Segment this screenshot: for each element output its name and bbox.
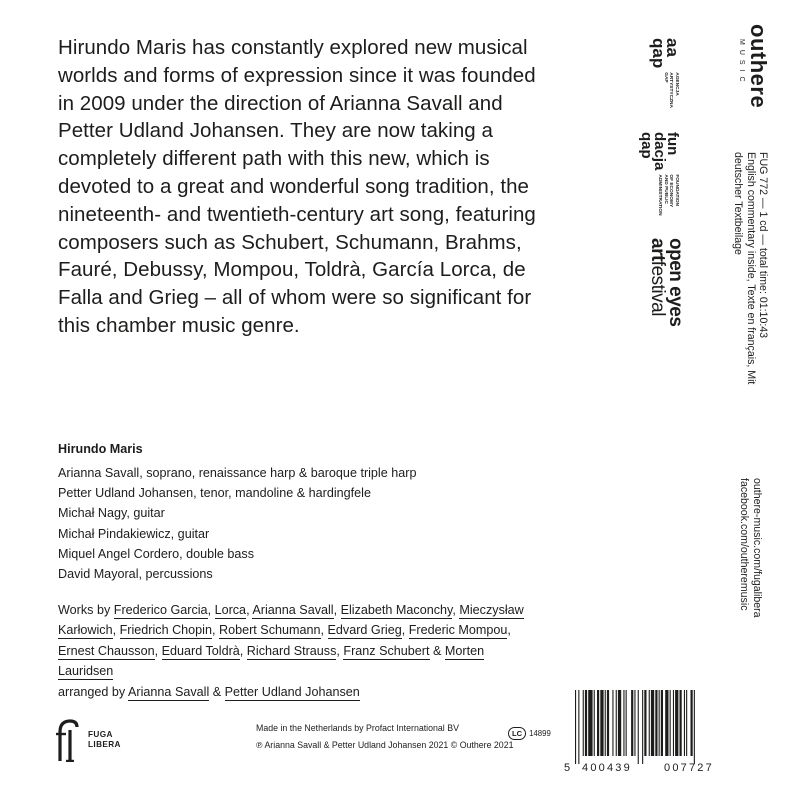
barcode-bars [575,690,695,764]
logo-text-line: AND PUBLIC [662,174,668,204]
barcode-bar [649,690,650,756]
arranged-line [58,682,528,702]
barcode-bar [673,690,674,756]
agencja-gap-logo [649,38,682,108]
catalog-info [732,152,769,384]
catalog-line: English commentary inside, Texte en français, Mit [744,152,757,385]
composer-name: Ernest Chausson [58,643,155,658]
barcode-bar [665,690,668,756]
barcode-bar [585,690,587,756]
and-sign: & [433,643,442,658]
lc-icon: LC [508,727,526,740]
fuga-libera-logo [56,718,121,762]
member-line: Michał Pindakiewicz, guitar [58,526,210,541]
ensemble-credits [58,442,528,584]
member-line: Miquel Angel Cordero, double bass [58,546,255,561]
logo-text-line: AGENCJA [674,72,679,96]
logo-text-line: FOUNDATION [674,174,679,206]
barcode-bar [612,690,613,756]
catalog-line: FUG 772 — 1 cd — total time: 01:10:43 [757,152,769,339]
composer-name: Frederico Garcia [113,603,208,617]
fuga-libera-wordmark [88,730,121,750]
ensemble-name: Hirundo Maris [58,442,143,456]
gap-logo-text [662,72,679,108]
barcode-bar [605,690,606,756]
fundacja-gap-logo [640,132,679,216]
festival-text: festival [647,260,668,316]
composer-name: Eduard Toldrà [161,643,240,658]
open-eyes-festival-logo [648,238,684,326]
works-list: Works by Frederico Garcia, Lorca, Arianna Savall, Elizabeth Maconchy, Mieczysław Karłowich, Friedrich Chopin, Robert Schumann, Edvard Grieg, Frederic Mompou, Ernest Chausson, Eduard Toldrà, Richard Strauss, Franz Schubert & Morten Lauridsen [58,603,524,679]
logo-text-line: GAP [662,72,668,83]
lc-number: 14899 [529,729,551,738]
composer-name: Lorca [214,603,247,617]
open-eyes-text: open eyes [665,238,686,327]
barcode-bar [634,690,635,756]
legal-notice [256,720,514,754]
website-link[interactable]: outhere-music.com/fugalibera [751,478,763,618]
logo-line: LIBERA [88,740,121,749]
barcode-bar [644,690,646,756]
barcode-bar [675,690,678,756]
barcode-bar [680,690,682,756]
barcode-bar [623,690,624,756]
logo-mark-line: qap [649,38,668,69]
arranger-name: Petter Udland Johansen [224,684,360,699]
works-prefix: Works by [58,603,111,617]
barcode-bar [655,690,657,756]
composer-name: Elizabeth Maconchy [340,603,453,617]
arranged-prefix: arranged by [58,684,126,699]
label-code [508,727,551,740]
barcode-bar [618,690,621,756]
outhere-logo [736,24,770,108]
fundacja-logo-text [657,174,679,215]
member-line: Petter Udland Johansen, tenor, mandoline & hardingfele [58,486,371,501]
barcode-bar [616,690,617,756]
composer-name: Edvard Grieg [327,623,402,638]
logo-text-line: ADMINISTRATION [657,174,663,216]
composer-name: Robert Schumann [219,623,321,638]
logo-text-line: ARTYSTYCZNA [668,72,674,108]
barcode-bar [588,690,592,756]
arranger-name: Arianna Savall [128,684,210,699]
barcode-bar [638,690,639,764]
barcode-bar [670,690,671,756]
logo-mark-line: qap [638,132,655,159]
barcode-bar [597,690,599,756]
catalog-line: deutscher Textbeilage [732,152,745,255]
logo-text-line: OF ECONOMY [668,174,674,208]
logo-mark-line: dacja [651,132,668,171]
barcode-bar [607,690,609,756]
facebook-link[interactable]: facebook.com/outheremusic [737,478,750,611]
barcode-bar [583,690,584,756]
barcode-digits: 400439 [582,762,632,774]
barcode-bar [651,690,654,756]
outhere-wordmark: outhere [746,24,771,109]
composer-name: Morten Lauridsen [58,643,485,679]
composer-name: Franz Schubert [343,643,430,658]
composer-name: Friedrich Chopin [119,623,212,638]
composer-name: Mieczysław Karłowich [58,603,524,638]
barcode-bar [694,690,695,764]
logo-mark-line: aa [663,38,682,57]
art-festival-text [648,238,666,326]
barcode [563,690,749,776]
barcode-bar [626,690,627,756]
barcode-bar [631,690,633,756]
fundacja-logo-mark [640,132,679,170]
art-text: art [647,238,668,261]
member-line: Michał Nagy, guitar [58,506,165,521]
barcode-bar [661,690,663,756]
barcode-bar [575,690,576,764]
composer-name: Frederic Mompou [408,623,508,638]
barcode-bar [578,690,579,764]
member-line: Arianna Savall, soprano, renaissance harp & baroque triple harp [58,466,417,480]
barcode-bar [600,690,603,756]
barcode-digits: 007727 [664,762,714,774]
works-credits [58,600,528,702]
barcode-bar [594,690,595,756]
composer-name: Arianna Savall [252,603,334,617]
outhere-music: MUSIC [738,39,745,87]
composer-name: Richard Strauss [246,643,337,658]
intro-paragraph: Hirundo Maris has constantly explored new musical worlds and forms of expression since it was founded in 2009 under the direction of Arianna Savall and Petter Udland Johansen. They are now taking a completely different path with this new, which is devoted to a great and wonderful song tradition, the nineteenth- and twentieth-century art song, featuring composers such as Schubert, Schumann, Brahms, Fauré, Debussy, Mompou, Toldrà, García Lorca, de Falla and Grieg – all of whom were so significant for this chamber music genre. [58,36,536,337]
and-sign: & [212,684,222,699]
barcode-bar [684,690,685,756]
member-line: David Mayoral, percussions [58,567,213,582]
barcode-digit: 5 [564,762,571,774]
fuga-libera-mark-icon [56,718,80,762]
web-links [736,478,763,618]
barcode-bar [686,690,687,756]
logo-line: FUGA [88,730,113,739]
copyright-line: ℗ Arianna Savall & Petter Udland Johansen 2021 © Outhere 2021 [256,740,514,750]
barcode-bar [691,690,693,756]
barcode-bar [642,690,643,764]
manufacture-line: Made in the Netherlands by Profact International BV [256,723,459,733]
barcode-bar [659,690,660,756]
gap-logo-mark [649,38,682,69]
logo-mark-line: fun [664,132,681,156]
